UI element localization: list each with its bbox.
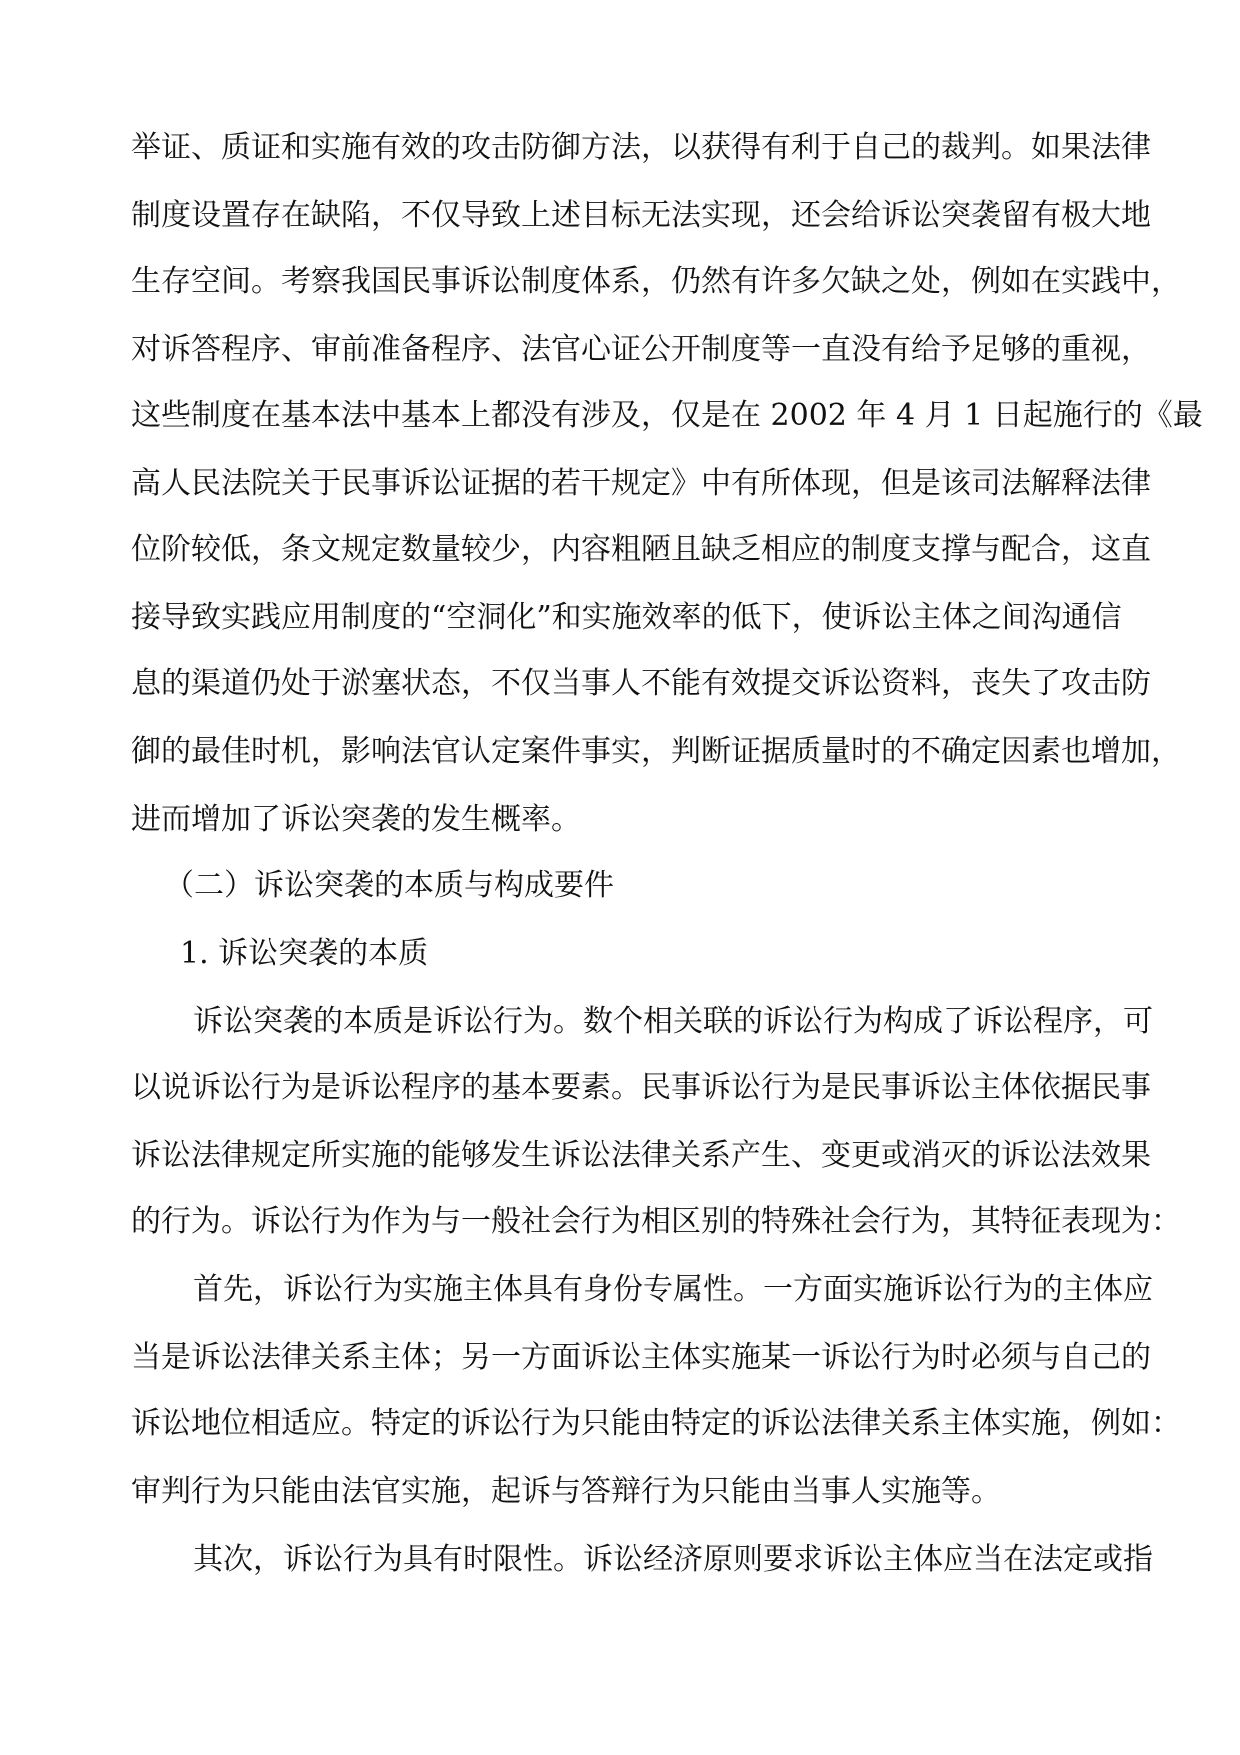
body-text-line: 诉讼突袭的本质是诉讼行为。数个相关联的诉讼行为构成了诉讼程序，可 — [193, 1004, 1153, 1039]
body-text-line: 审判行为只能由法官实施，起诉与答辩行为只能由当事人实施等。 — [131, 1474, 1001, 1509]
body-text-line: 生存空间。考察我国民事诉讼制度体系，仍然有许多欠缺之处，例如在实践中， — [131, 264, 1181, 299]
body-text-line: 首先，诉讼行为实施主体具有身份专属性。一方面实施诉讼行为的主体应 — [193, 1272, 1153, 1307]
body-text-line: 御的最佳时机，影响法官认定案件事实，判断证据质量时的不确定因素也增加， — [131, 734, 1181, 769]
body-text-line: 息的渠道仍处于淤塞状态，不仅当事人不能有效提交诉讼资料，丧失了攻击防 — [131, 666, 1151, 701]
section-heading: （二）诉讼突袭的本质与构成要件 — [164, 868, 614, 903]
body-text-line: 这些制度在基本法中基本上都没有涉及，仅是在 2002 年 4 月 1 日起施行的《最 — [131, 398, 1203, 433]
body-text-line: 当是诉讼法律关系主体；另一方面诉讼主体实施某一诉讼行为时必须与自己的 — [131, 1340, 1151, 1375]
body-text-line: 的行为。诉讼行为作为与一般社会行为相区别的特殊社会行为，其特征表现为： — [131, 1204, 1181, 1239]
body-text-line: 其次，诉讼行为具有时限性。诉讼经济原则要求诉讼主体应当在法定或指 — [193, 1542, 1153, 1577]
body-text-line: 进而增加了诉讼突袭的发生概率。 — [131, 802, 581, 837]
body-text-line: 制度设置存在缺陷，不仅导致上述目标无法实现，还会给诉讼突袭留有极大地 — [131, 198, 1151, 233]
body-text-line: 诉讼地位相适应。特定的诉讼行为只能由特定的诉讼法律关系主体实施，例如： — [131, 1406, 1181, 1441]
body-text-line: 接导致实践应用制度的“空洞化”和实施效率的低下，使诉讼主体之间沟通信 — [131, 600, 1122, 635]
body-text-line: 位阶较低，条文规定数量较少，内容粗陋且缺乏相应的制度支撑与配合，这直 — [131, 532, 1151, 567]
body-text-line: 举证、质证和实施有效的攻击防御方法，以获得有利于自己的裁判。如果法律 — [131, 130, 1151, 165]
body-text-line: 以说诉讼行为是诉讼程序的基本要素。民事诉讼行为是民事诉讼主体依据民事 — [131, 1070, 1151, 1105]
body-text-line: 诉讼法律规定所实施的能够发生诉讼法律关系产生、变更或消灭的诉讼法效果 — [131, 1138, 1151, 1173]
body-text-line: 对诉答程序、审前准备程序、法官心证公开制度等一直没有给予足够的重视， — [131, 332, 1151, 367]
subsection-heading: 1. 诉讼突袭的本质 — [180, 936, 429, 971]
body-text-line: 高人民法院关于民事诉讼证据的若干规定》中有所体现，但是该司法解释法律 — [131, 466, 1151, 501]
